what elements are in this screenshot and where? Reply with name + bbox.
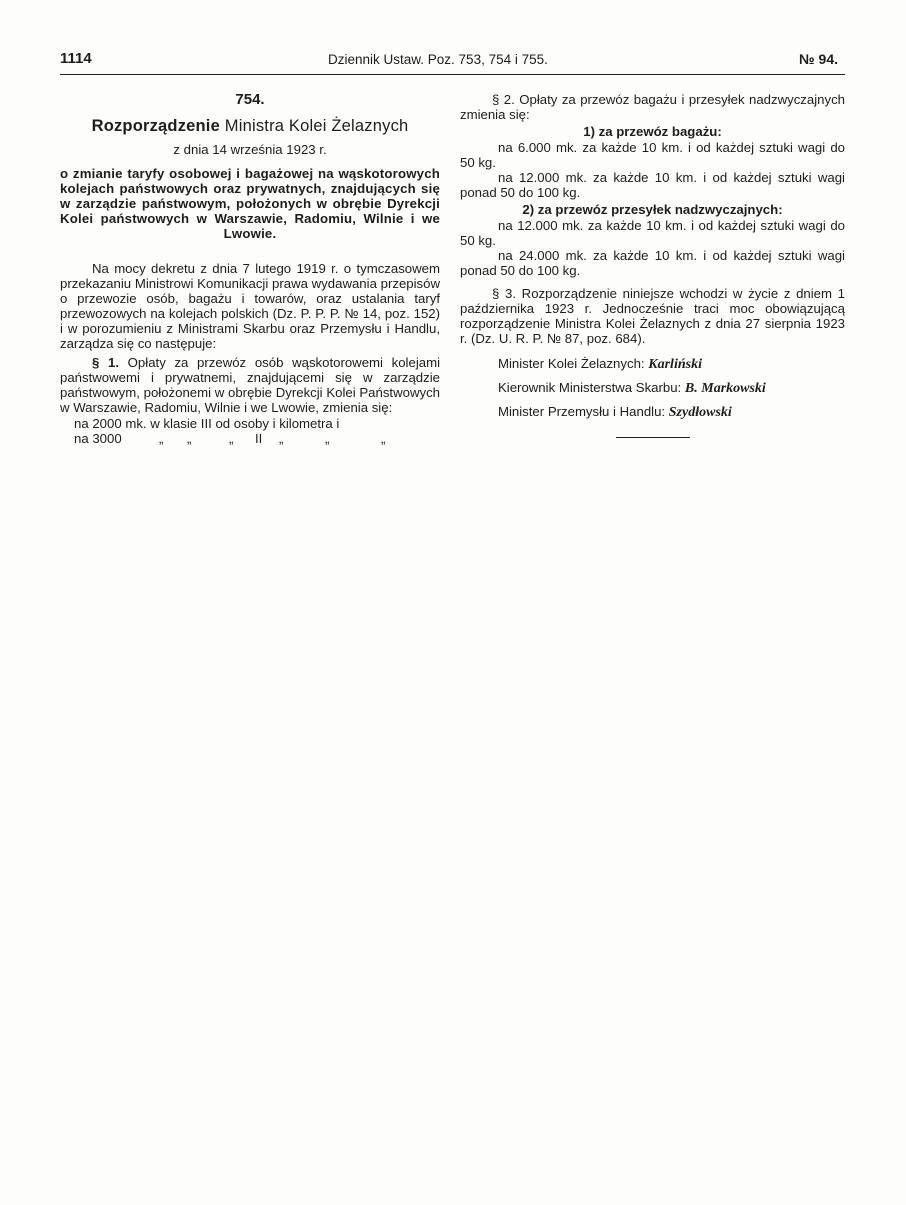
signature-name: B. Markowski — [684, 381, 766, 396]
issue-number: № 94. — [799, 51, 838, 67]
section-3 — [460, 286, 845, 346]
closing-rule — [616, 437, 690, 438]
baggage-rate-1: na 6.000 mk. za każde 10 km. i od każdej sztuki wagi do 50 kg. — [460, 140, 845, 170]
signature-name: Szydłowski — [668, 405, 732, 420]
section-2-text: Opłaty za przewóz bagażu i przesyłek nadzwyczajnych zmienia się: — [460, 92, 846, 122]
section-1-label: § 1. — [92, 355, 119, 370]
tariff-row-1: na 2000 mk. w klasie III od osoby i kilometra i — [74, 416, 340, 431]
ditto-mark: „ — [325, 431, 330, 446]
section-3-text: Rozporządzenie niniejsze wchodzi w życie z dniem 1 października 1923 r. Jednocześnie traci moc obowiązującą rozporządzenie Ministra Kolei Żelaznych z dnia 27 sierpnia 1923 r. (Dz. U. R. P. № 87, poz. 684). — [460, 286, 845, 346]
section-2 — [460, 92, 845, 122]
ditto-mark: „ — [159, 431, 164, 446]
extra-shipments-heading: 2) za przewóz przesyłek nadzwyczajnych: — [522, 202, 783, 217]
header-rule — [60, 74, 845, 75]
page-number: 1114 — [60, 50, 92, 67]
ditto-mark: „ — [187, 431, 192, 446]
position-number: 754. — [235, 91, 265, 108]
signature-name: Karliński — [648, 357, 702, 372]
tariff-class: II — [255, 431, 263, 446]
title-main: Ministra Kolei Żelaznych — [224, 117, 409, 135]
left-column — [60, 92, 440, 446]
extra-rate-2: na 24.000 mk. za każde 10 km. i od każdej sztuki wagi ponad 50 do 100 kg. — [460, 248, 845, 278]
baggage-rate-2: na 12.000 mk. za każde 10 km. i od każdej sztuki wagi ponad 50 do 100 kg. — [460, 170, 845, 200]
section-3-label: § 3. — [492, 286, 516, 301]
ditto-mark: „ — [279, 431, 284, 446]
signature-line — [498, 380, 845, 396]
signature-line — [498, 356, 845, 372]
ditto-mark: „ — [381, 431, 386, 446]
section-1-text: Opłaty za przewóz osób wąskotorowemi kolejami państwowemi i prywatnemi, znajdującemi się w zarządzie państwowym, położonemi w obrębie Dyrekcji Kolei Państwowych w Warszawie, Radomiu, Wilnie i we Lwowie, zmienia się: — [60, 355, 440, 415]
signature-role: Minister Przemysłu i Handlu: — [498, 404, 666, 419]
page-header — [60, 50, 842, 76]
tariff-amount: na 3000 — [74, 431, 122, 446]
regulation-title — [60, 116, 440, 136]
tariff-table — [60, 416, 440, 446]
title-prefix: Rozporządzenie — [91, 117, 220, 135]
tariff-row — [60, 431, 440, 446]
section-1 — [60, 355, 440, 415]
ditto-mark: „ — [229, 431, 234, 446]
signature-line — [498, 404, 845, 420]
baggage-heading: 1) za przewóz bagażu: — [583, 124, 722, 139]
extra-rate-1: na 12.000 mk. za każde 10 km. i od każdej sztuki wagi do 50 kg. — [460, 218, 845, 248]
section-2-label: § 2. — [492, 92, 515, 107]
regulation-subject: o zmianie taryfy osobowej i bagażowej na wąskotorowych kolejach państwowych oraz prywatnych, znajdujących się w zarządzie państwowym, położonych w obrębie Dyrekcji Kolei państwowych w Warszawie, Radomiu, Wilnie i we Lwowie. — [60, 166, 440, 241]
preamble: Na mocy dekretu z dnia 7 lutego 1919 r. o tymczasowem przekazaniu Ministrowi Komunikacji prawa wydawania przepisów o przewozie osób, bagażu i towarów, oraz ustalania taryf przewozowych na kolejach polskich (Dz. P. P. P. № 14, poz. 152) i w porozumieniu z Ministrami Skarbu oraz Przemysłu i Handlu, zarządza się co następuje: — [60, 261, 440, 351]
right-column — [460, 92, 845, 438]
signature-role: Kierownik Ministerstwa Skarbu: — [498, 380, 682, 395]
journal-title: Dziennik Ustaw. Poz. 753, 754 i 755. — [328, 52, 548, 67]
regulation-date: z dnia 14 września 1923 r. — [173, 142, 327, 157]
tariff-row — [60, 416, 440, 431]
signature-role: Minister Kolei Żelaznych: — [498, 356, 645, 371]
